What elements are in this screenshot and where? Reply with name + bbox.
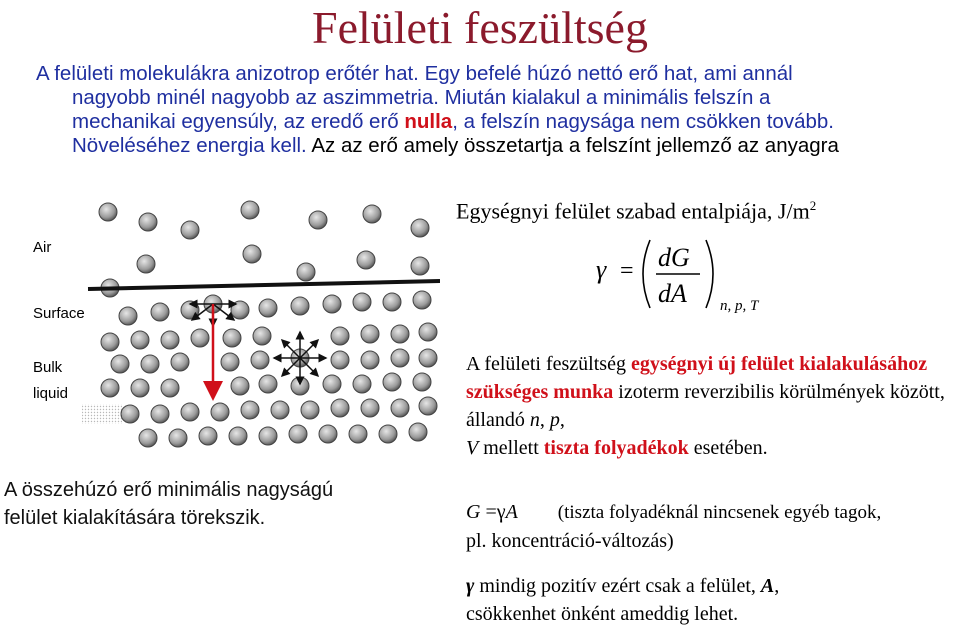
left-caption-line-1: A összehúzó erő minimális nagyságú xyxy=(4,479,334,501)
molecule xyxy=(139,429,157,447)
gibbs-equation xyxy=(466,498,960,555)
molecule xyxy=(411,257,429,275)
enthalpy-superscript: 2 xyxy=(809,198,817,213)
molecule xyxy=(251,351,269,369)
intro-line-3-end: , a felszín nagysága nem csökken tovább. xyxy=(452,110,834,133)
molecule xyxy=(331,327,349,345)
molecule xyxy=(101,333,119,351)
molecule xyxy=(241,401,259,419)
molecule xyxy=(383,293,401,311)
molecule xyxy=(271,401,289,419)
gamma-text-a: mindig pozitív ezért csak a felület, xyxy=(474,575,761,597)
molecule xyxy=(171,353,189,371)
definition-d: , xyxy=(559,409,565,431)
molecule xyxy=(223,329,241,347)
molecule xyxy=(361,325,379,343)
definition-n: n xyxy=(529,409,540,431)
molecule xyxy=(361,351,379,369)
molecule xyxy=(301,401,319,419)
molecule xyxy=(253,327,271,345)
molecule xyxy=(131,331,149,349)
formula-right-paren xyxy=(706,240,713,308)
molecule xyxy=(181,403,199,421)
molecule xyxy=(413,291,431,309)
formula-subscript: n, p, T xyxy=(720,298,759,314)
label-surface: Surface xyxy=(33,305,85,322)
molecule xyxy=(99,203,117,221)
enthalpy-label xyxy=(456,198,816,224)
gibbs-a: A xyxy=(505,501,518,523)
page-title: Felületi feszültség xyxy=(312,2,648,53)
molecule xyxy=(243,245,261,263)
molecule xyxy=(101,379,119,397)
definition-a: A felületi feszültség xyxy=(466,353,631,375)
molecule xyxy=(319,425,337,443)
molecule xyxy=(231,377,249,395)
molecule xyxy=(411,219,429,237)
label-air: Air xyxy=(33,239,52,256)
gibbs-equation-line-2: pl. koncentráció-változás) xyxy=(466,530,674,552)
molecule xyxy=(357,251,375,269)
molecule xyxy=(161,331,179,349)
molecule xyxy=(361,399,379,417)
molecule xyxy=(137,255,155,273)
molecule xyxy=(331,399,349,417)
gamma-line-1 xyxy=(466,572,960,600)
molecule xyxy=(181,221,199,239)
gibbs-g: G xyxy=(466,501,481,523)
molecule xyxy=(119,307,137,325)
molecule xyxy=(169,429,187,447)
definition-c: , xyxy=(539,409,550,431)
molecule xyxy=(353,293,371,311)
molecule xyxy=(291,297,309,315)
definition-paragraph xyxy=(466,350,956,462)
molecule xyxy=(419,349,437,367)
molecule xyxy=(409,423,427,441)
formula-gamma: γ xyxy=(596,255,607,284)
intro-line-4-end: Az az erő amely összetartja a felszínt jellemző az anyagra xyxy=(311,134,839,157)
definition-v: V xyxy=(466,437,479,459)
formula-left-paren xyxy=(643,240,650,308)
molecule xyxy=(211,403,229,421)
surface-line xyxy=(88,281,440,289)
molecule xyxy=(379,425,397,443)
left-caption xyxy=(4,476,434,532)
molecule xyxy=(229,427,247,445)
bulk-noise-band xyxy=(82,404,122,424)
definition-p: p xyxy=(549,409,560,431)
intro-line-1: A felületi molekulákra anizotrop erőtér hat. Egy befelé húzó nettó erő hat, ami annál xyxy=(36,62,793,85)
molecules-group xyxy=(99,201,437,447)
definition-e: mellett xyxy=(478,437,544,459)
molecule xyxy=(391,349,409,367)
surface-tension-diagram xyxy=(0,192,440,462)
molecule xyxy=(131,379,149,397)
label-bulk: Bulk xyxy=(33,359,63,376)
molecule xyxy=(221,353,239,371)
label-liquid: liquid xyxy=(33,385,69,402)
molecule xyxy=(331,351,349,369)
molecule xyxy=(323,375,341,393)
bulk-molecule-forces xyxy=(274,332,326,384)
intro-line-4 xyxy=(36,134,946,158)
formula-equals: = xyxy=(620,258,634,284)
gibbs-equation-line-1 xyxy=(466,498,960,527)
definition-b: izoterm reverzibilis körülmények között, állandó xyxy=(466,381,945,431)
formula-numerator: dG xyxy=(658,243,690,272)
gamma-formula xyxy=(590,236,790,316)
intro-line-3-start: mechanikai egyensúly, az eredő erő xyxy=(72,110,405,133)
intro-paragraph xyxy=(36,62,946,158)
molecule xyxy=(323,295,341,313)
molecule xyxy=(161,379,179,397)
intro-line-4-start: Növeléséhez energia kell. xyxy=(72,134,312,157)
molecule xyxy=(139,213,157,231)
gibbs-paren: (tiszta folyadéknál nincsenek egyéb tagok, xyxy=(557,502,882,523)
molecule xyxy=(363,205,381,223)
molecule xyxy=(259,427,277,445)
molecule xyxy=(391,399,409,417)
molecule xyxy=(419,397,437,415)
molecule xyxy=(419,323,437,341)
definition-f: esetében. xyxy=(688,437,768,459)
definition-highlight-work: egységnyi új felület kialakulásához szükséges munka xyxy=(466,353,928,403)
intro-line-2: nagyobb minél nagyobb az aszimmetria. Miután kialakul a minimális felszín a xyxy=(72,86,771,109)
molecule xyxy=(199,427,217,445)
molecule xyxy=(191,329,209,347)
intro-line-3 xyxy=(36,110,946,134)
gamma-line-2: csökkenhet önként ameddig lehet. xyxy=(466,603,739,625)
molecule xyxy=(151,303,169,321)
intro-highlight-nulla: nulla xyxy=(404,110,453,133)
definition-highlight-liquids: tiszta folyadékok xyxy=(543,437,689,459)
molecule xyxy=(383,373,401,391)
molecule xyxy=(141,355,159,373)
molecule xyxy=(309,211,327,229)
gibbs-eq: =γ xyxy=(480,501,506,523)
molecule xyxy=(121,405,139,423)
molecule xyxy=(241,201,259,219)
gamma-positive-note xyxy=(466,572,960,628)
formula-denominator: dA xyxy=(658,279,687,308)
gamma-text-area: A xyxy=(760,575,775,597)
left-caption-line-2: felület kialakítására törekszik. xyxy=(4,507,266,529)
molecule xyxy=(289,425,307,443)
enthalpy-text: Egységnyi felület szabad entalpiája, J/m xyxy=(456,198,810,224)
molecule xyxy=(349,425,367,443)
gamma-symbol: γ xyxy=(466,575,475,597)
molecule xyxy=(259,299,277,317)
gamma-text-b: , xyxy=(774,575,780,597)
molecule xyxy=(111,355,129,373)
molecule xyxy=(391,325,409,343)
molecule xyxy=(413,373,431,391)
molecule xyxy=(259,375,277,393)
molecule xyxy=(151,405,169,423)
molecule xyxy=(297,263,315,281)
molecule xyxy=(353,375,371,393)
